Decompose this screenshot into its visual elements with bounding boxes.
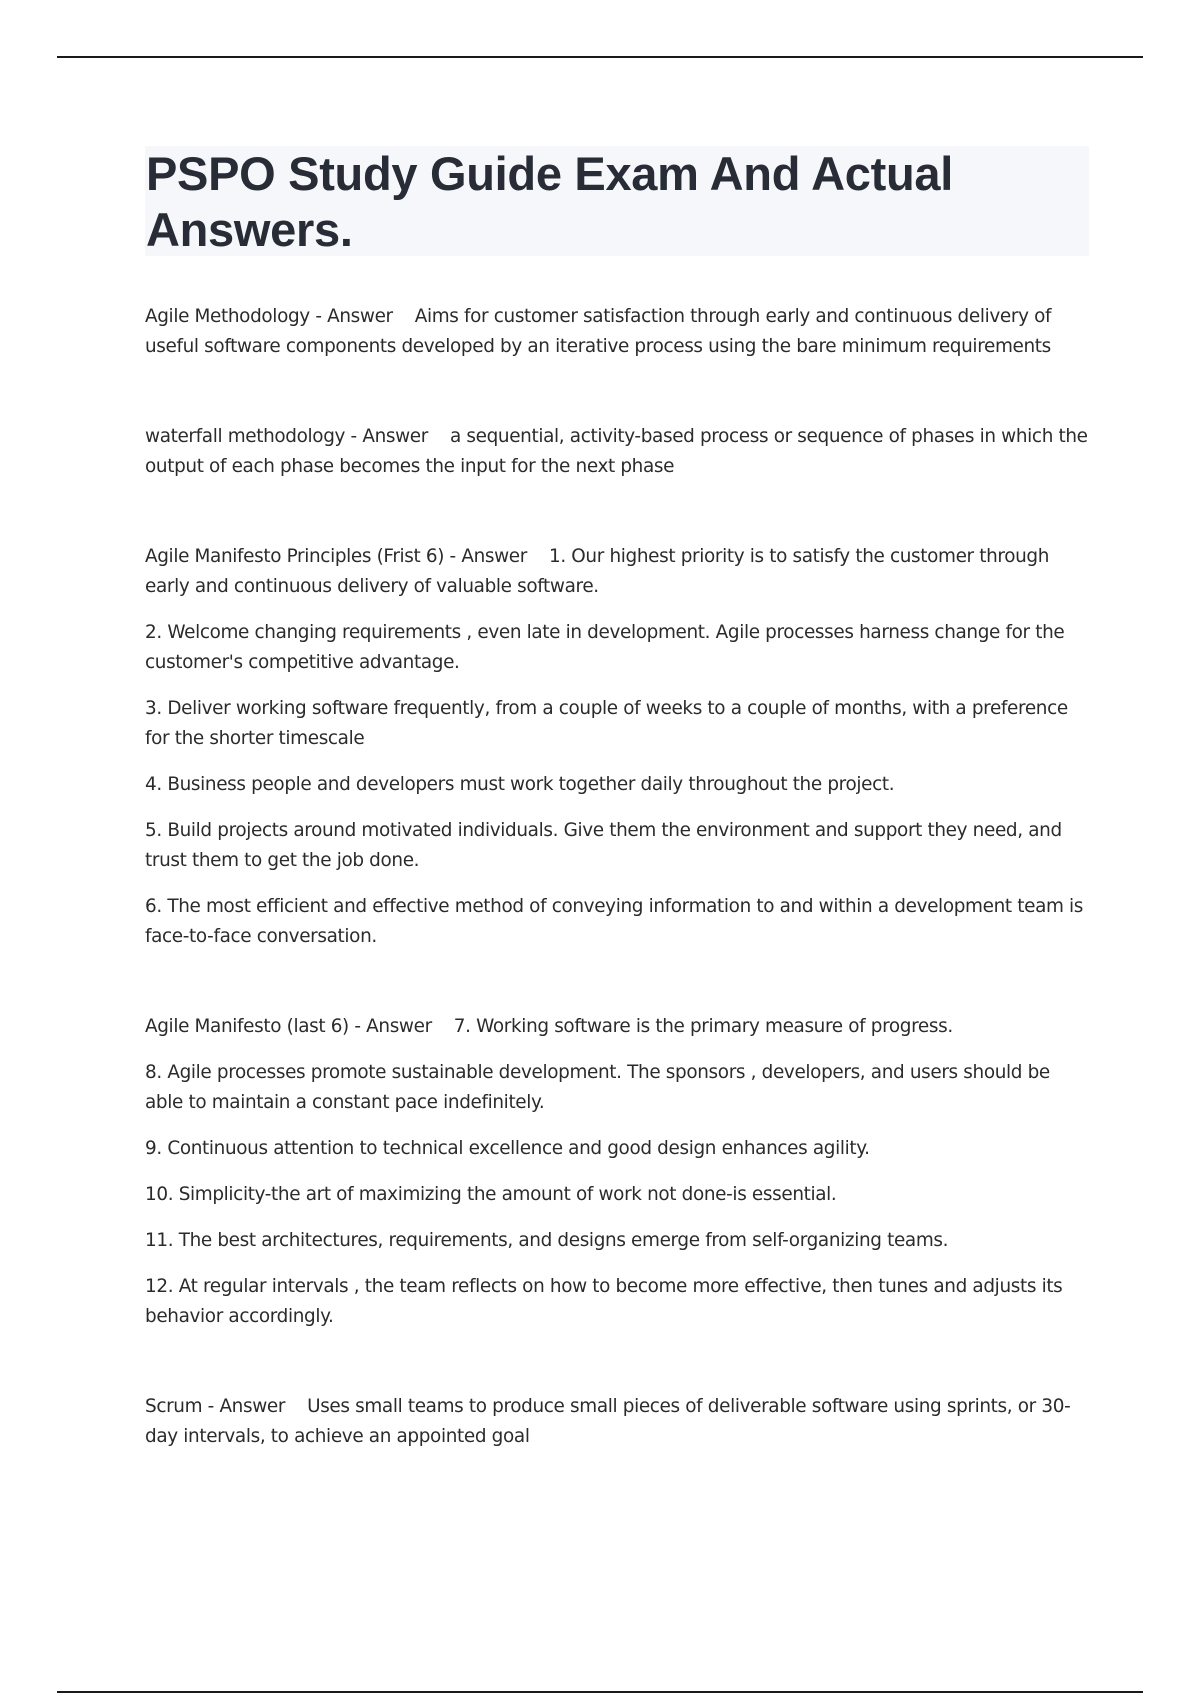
page-title: PSPO Study Guide Exam And Actual Answers. [146, 147, 953, 256]
top-rule [57, 56, 1143, 58]
qa-term: Agile Manifesto Principles (Frist 6) [145, 546, 445, 567]
qa-entry [145, 422, 1090, 482]
qa-entry [145, 542, 1090, 952]
title-block [145, 146, 1089, 256]
qa-entry [145, 302, 1090, 362]
answer-label: - Answer [348, 1016, 454, 1037]
qa-answer: Aims for customer satisfaction through early and continuous delivery of useful software components developed by an iterative process using the bare minimum requirements [145, 306, 1052, 357]
qa-answer-continuation: 3. Deliver working software frequently, from a couple of weeks to a couple of months, with a preference for the shorter timescale [145, 698, 1068, 749]
qa-term: Agile Manifesto (last 6) [145, 1016, 349, 1037]
qa-answer: 1. Our highest priority is to satisfy the customer through early and continuous delivery of valuable software. [145, 546, 1050, 597]
qa-paragraph [145, 1012, 1090, 1042]
qa-answer: Uses small teams to produce small pieces of deliverable software using sprints, or 30-day intervals, to achieve an appointed goal [145, 1396, 1071, 1447]
answer-label: - Answer [202, 1396, 308, 1417]
qa-answer-continuation: 11. The best architectures, requirements, and designs emerge from self-organizing teams. [145, 1230, 949, 1251]
qa-answer-continuation: 9. Continuous attention to technical excellence and good design enhances agility. [145, 1138, 870, 1159]
qa-paragraph [145, 1392, 1090, 1452]
qa-answer-continuation: 2. Welcome changing requirements , even late in development. Agile processes harness change for the customer's competitive advantage. [145, 622, 1065, 673]
qa-term: Scrum [145, 1396, 203, 1417]
qa-answer-continuation: 5. Build projects around motivated individuals. Give them the environment and support they need, and trust them to get the job done. [145, 820, 1062, 871]
qa-term: waterfall methodology [145, 426, 346, 447]
qa-paragraph [145, 422, 1090, 482]
qa-term: Agile Methodology [145, 306, 310, 327]
qa-answer-continuation: 10. Simplicity-the art of maximizing the amount of work not done-is essential. [145, 1184, 837, 1205]
qa-answer-continuation: 4. Business people and developers must work together daily throughout the project. [145, 774, 895, 795]
qa-entry [145, 1012, 1090, 1332]
answer-label: - Answer [444, 546, 549, 567]
qa-entry [145, 1392, 1090, 1452]
qa-answer-continuation: 8. Agile processes promote sustainable development. The sponsors , developers, and users should be able to maintain a constant pace indefinitely. [145, 1062, 1050, 1113]
qa-paragraph [145, 302, 1090, 362]
answer-label: - Answer [309, 306, 415, 327]
qa-paragraph [145, 542, 1090, 602]
qa-answer: 7. Working software is the primary measure of progress. [453, 1016, 953, 1037]
document-body [145, 302, 1090, 1452]
bottom-rule [57, 1691, 1143, 1693]
answer-label: - Answer [345, 426, 450, 447]
qa-answer: a sequential, activity-based process or sequence of phases in which the output of each phase becomes the input for the next phase [145, 426, 1088, 477]
qa-answer-continuation: 12. At regular intervals , the team reflects on how to become more effective, then tunes and adjusts its behavior accordingly. [145, 1276, 1063, 1327]
qa-answer-continuation: 6. The most efficient and effective method of conveying information to and within a development team is face-to-face conversation. [145, 896, 1084, 947]
